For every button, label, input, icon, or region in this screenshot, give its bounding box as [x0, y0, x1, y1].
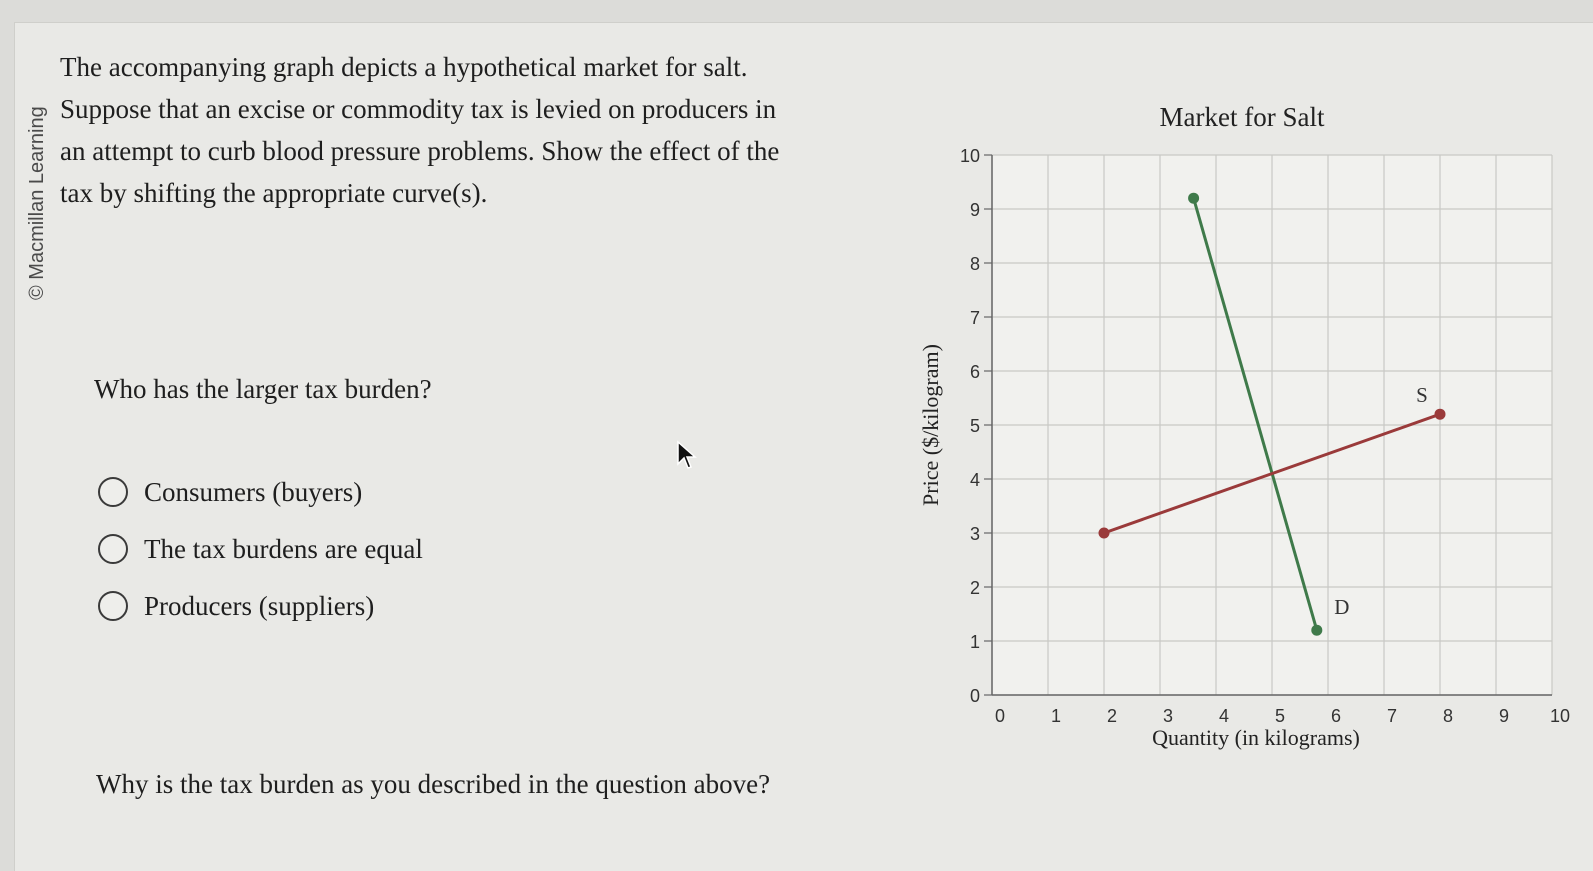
y-tick-label: 6	[969, 362, 980, 382]
option-label: Producers (suppliers)	[144, 590, 375, 621]
copyright-credit: © Macmillan Learning	[26, 106, 48, 300]
y-axis-label: Price ($/kilogram)	[918, 344, 943, 506]
option-label: Consumers (buyers)	[144, 476, 363, 507]
x-tick-label: 4	[1218, 706, 1230, 726]
x-tick-label: 7	[1386, 706, 1398, 726]
curve-s-handle-2[interactable]	[1435, 409, 1446, 420]
y-tick-label: 10	[959, 146, 980, 166]
x-tick-label: 6	[1330, 706, 1342, 726]
y-tick-label: 8	[969, 254, 980, 274]
x-tick-label: 5	[1274, 706, 1286, 726]
y-tick-label: 9	[969, 200, 980, 220]
chart-title: Market for Salt	[1159, 102, 1325, 132]
option-label: The tax burdens are equal	[144, 533, 423, 564]
x-tick-label: 0	[994, 706, 1006, 726]
x-tick-label: 9	[1498, 706, 1510, 726]
tax-burden-question: Who has the larger tax burden?	[94, 374, 432, 404]
x-tick-label: 3	[1162, 706, 1174, 726]
x-tick-label: 10	[1549, 706, 1571, 726]
y-tick-label: 3	[969, 524, 980, 544]
x-tick-label: 8	[1442, 706, 1454, 726]
x-tick-label: 1	[1050, 706, 1062, 726]
y-tick-label: 5	[969, 416, 980, 436]
y-tick-label: 1	[969, 632, 980, 652]
curve-s-handle-1[interactable]	[1099, 528, 1110, 539]
y-tick-label: 4	[969, 470, 980, 490]
y-tick-label: 0	[969, 686, 980, 706]
y-tick-label: 2	[969, 578, 980, 598]
curve-d-handle-2[interactable]	[1311, 625, 1322, 636]
curve-label-s: S	[1416, 383, 1428, 408]
x-axis-label: Quantity (in kilograms)	[1152, 725, 1360, 750]
y-tick-label: 7	[969, 308, 980, 328]
curve-d-handle-1[interactable]	[1188, 193, 1199, 204]
followup-question: Why is the tax burden as you described in the question above?	[96, 769, 771, 799]
question-text: The accompanying graph depicts a hypothetical market for salt. Suppose that an excise or commodity tax is levied on producers in an attempt to curb blood pressure problems. Show the effect of the tax by shifting the appropriate curve(s).	[60, 52, 780, 208]
x-tick-label: 2	[1106, 706, 1118, 726]
curve-label-d: D	[1334, 595, 1350, 620]
